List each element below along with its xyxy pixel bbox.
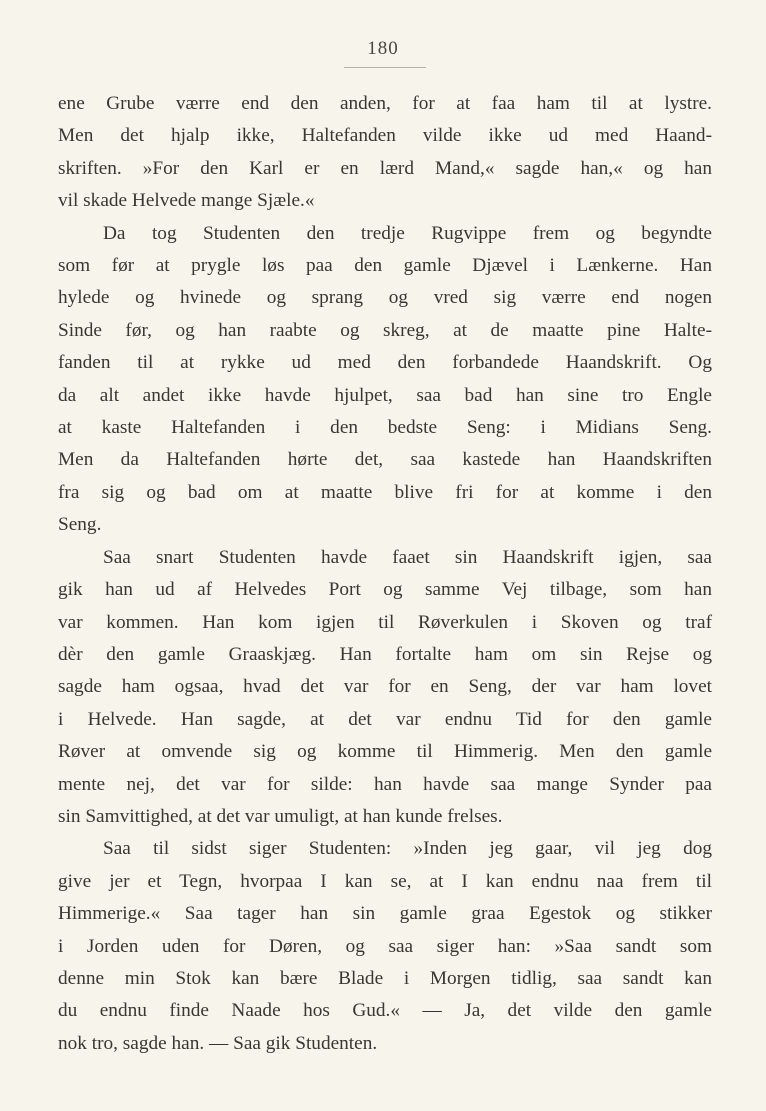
text-line: nok tro, sagde han. — Saa gik Studenten. bbox=[58, 1032, 378, 1054]
text-line: var kommen. Han kom igjen til Røverkulen i Skoven og traf bbox=[58, 611, 712, 633]
header-rule bbox=[344, 67, 426, 68]
text-line: Men det hjalp ikke, Haltefanden vilde ikke ud med Haand- bbox=[58, 125, 712, 147]
text-line: Saa til sidst siger Studenten: »Inden jeg gaar, vil jeg dog bbox=[103, 838, 712, 860]
text-line: dèr den gamle Graaskjæg. Han fortalte ham om sin Rejse og bbox=[58, 643, 712, 665]
text-line: da alt andet ikke havde hjulpet, saa bad han sine tro Engle bbox=[58, 384, 712, 406]
text-line: Seng. bbox=[58, 514, 102, 536]
text-line: skriften. »For den Karl er en lærd Mand,« sagde han,« og han bbox=[58, 157, 712, 179]
text-line: Himmerige.« Saa tager han sin gamle graa Egestok og stikker bbox=[58, 903, 712, 925]
text-line: hylede og hvinede og sprang og vred sig værre end nogen bbox=[58, 287, 712, 309]
text-line: gik han ud af Helvedes Port og samme Vej tilbage, som han bbox=[58, 579, 712, 601]
text-line: fra sig og bad om at maatte blive fri for at komme i den bbox=[58, 481, 712, 503]
text-line: fanden til at rykke ud med den forbandede Haandskrift. Og bbox=[58, 352, 712, 374]
text-line: Men da Haltefanden hørte det, saa kastede han Haandskriften bbox=[58, 449, 712, 471]
text-line: at kaste Haltefanden i den bedste Seng: i Midians Seng. bbox=[58, 417, 712, 439]
text-line: give jer et Tegn, hvorpaa I kan se, at I kan endnu naa frem til bbox=[58, 870, 712, 892]
text-line: denne min Stok kan bære Blade i Morgen tidlig, saa sandt kan bbox=[58, 967, 712, 989]
body-text bbox=[58, 88, 712, 1060]
text-line: i Jorden uden for Døren, og saa siger han: »Saa sandt som bbox=[58, 935, 712, 957]
text-line: som før at prygle løs paa den gamle Djævel i Lænkerne. Han bbox=[58, 255, 712, 277]
text-line: Saa snart Studenten havde faaet sin Haandskrift igjen, saa bbox=[103, 546, 712, 568]
text-line: i Helvede. Han sagde, at det var endnu Tid for den gamle bbox=[58, 708, 712, 730]
text-line: vil skade Helvede mange Sjæle.« bbox=[58, 190, 315, 212]
text-line: du endnu finde Naade hos Gud.« — Ja, det vilde den gamle bbox=[58, 1000, 712, 1022]
text-line: Da tog Studenten den tredje Rugvippe frem og begyndte bbox=[103, 222, 712, 244]
text-line: Sinde før, og han raabte og skreg, at de maatte pine Halte- bbox=[58, 319, 712, 341]
text-line: sin Samvittighed, at det var umuligt, at han kunde frelses. bbox=[58, 805, 503, 827]
text-line: Røver at omvende sig og komme til Himmerig. Men den gamle bbox=[58, 741, 712, 763]
text-line: sagde ham ogsaa, hvad det var for en Seng, der var ham lovet bbox=[58, 676, 712, 698]
page-number: 180 bbox=[367, 38, 399, 59]
text-line: mente nej, det var for silde: han havde saa mange Synder paa bbox=[58, 773, 712, 795]
text-line: ene Grube værre end den anden, for at faa ham til at lystre. bbox=[58, 93, 712, 114]
